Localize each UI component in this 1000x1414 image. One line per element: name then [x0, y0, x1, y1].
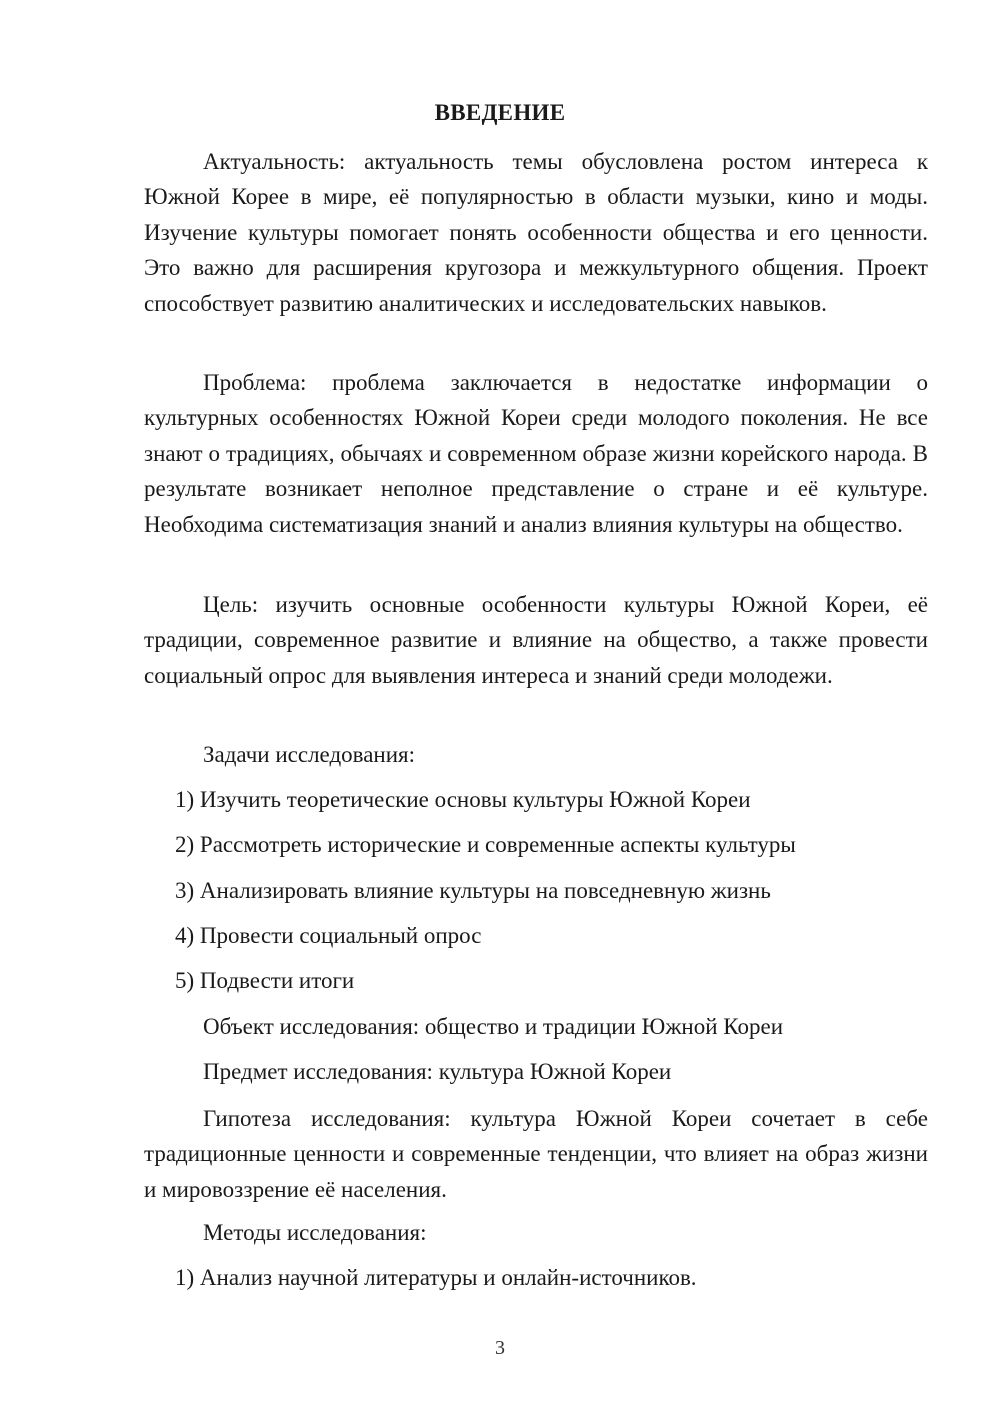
- goal-paragraph: Цель: изучить основные особенности культуры Южной Кореи, её традиции, современное развитие и влияние на общество, а также провести социальный опрос для выявления интереса и знаний среди молодежи.: [144, 592, 928, 688]
- methods-heading: Методы исследования:: [203, 1220, 427, 1245]
- actuality-paragraph: Актуальность: актуальность темы обусловлена ростом интереса к Южной Корее в мире, её популярностью в области музыки, кино и моды. Изучение культуры помогает понять особенности общества и его ценности. Это важно для расширения кругозора и межкультурного общения. Проект способствует развитию аналитических и исследовательских навыков.: [144, 149, 928, 316]
- task-item: 3) Анализировать влияние культуры на повседневную жизнь: [175, 878, 771, 903]
- method-item: 1) Анализ научной литературы и онлайн-источников.: [175, 1265, 697, 1290]
- problem-paragraph: Проблема: проблема заключается в недостатке информации о культурных особенностях Южной Кореи среди молодого поколения. Не все знают о традициях, обычаях и современном образе жизни корейского народа. В результате возникает неполное представление о стране и её культуре. Необходима систематизация знаний и анализ влияния культуры на общество.: [144, 370, 928, 537]
- research-subject: Предмет исследования: культура Южной Кореи: [203, 1059, 672, 1084]
- task-item: 4) Провести социальный опрос: [175, 923, 482, 948]
- task-item: 5) Подвести итоги: [175, 968, 355, 993]
- task-item: 2) Рассмотреть исторические и современные аспекты культуры: [175, 832, 796, 857]
- section-title: ВВЕДЕНИЕ: [434, 100, 566, 125]
- page-number: 3: [495, 1337, 505, 1359]
- hypothesis-paragraph: Гипотеза исследования: культура Южной Кореи сочетает в себе традиционные ценности и современные тенденции, что влияет на образ жизни и мировоззрение её населения.: [144, 1106, 928, 1202]
- tasks-heading: Задачи исследования:: [203, 742, 416, 767]
- research-object: Объект исследования: общество и традиции Южной Кореи: [203, 1014, 784, 1039]
- task-item: 1) Изучить теоретические основы культуры Южной Кореи: [175, 787, 751, 812]
